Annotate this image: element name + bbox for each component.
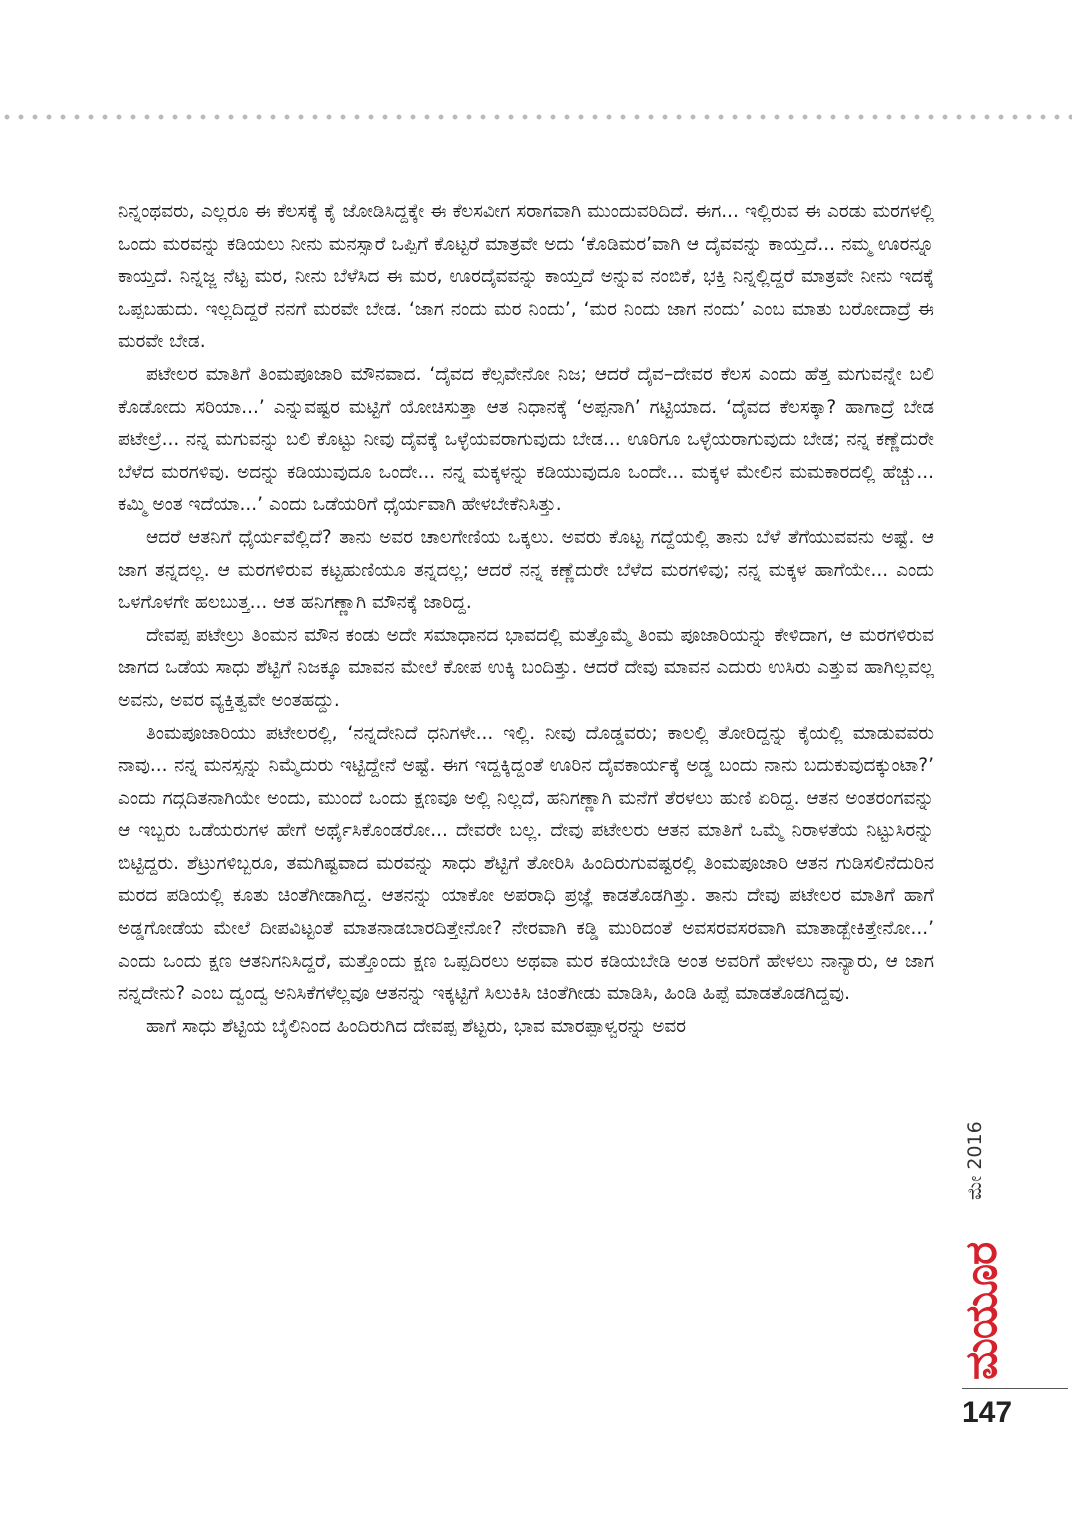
magazine-logo: ಮಯೂರ [956,1242,1007,1380]
paragraph: ಪಟೇಲರ ಮಾತಿಗೆ ತಿಂಮಪೂಜಾರಿ ಮೌನವಾದ. ‘ದೈವದ ಕೆಲ್ಸವೇನೋ ನಿಜ; ಆದರೆ ದೈವ–ದೇವರ ಕೆಲಸ ಎಂದು ಹೆತ್ತ ಮಗುವನ್ನೇ ಬಲಿ ಕೊಡೋದು ಸರಿಯಾ...’ ಎನ್ನುವಷ್ಟರ ಮಟ್ಟಿಗೆ ಯೋಚಿಸುತ್ತಾ ಆತ ನಿಧಾನಕ್ಕೆ ‘ಅಪ್ಪನಾಗಿ’ ಗಟ್ಟಿಯಾದ. ‘ದೈವದ ಕೆಲಸಕ್ಕಾ? ಹಾಗಾದ್ರೆ ಬೇಡ ಪಟೇಲ್ರೆ... ನನ್ನ ಮಗುವನ್ನು ಬಲಿ ಕೊಟ್ಟು ನೀವು ದೈವಕ್ಕೆ ಒಳ್ಳೆಯವರಾಗುವುದು ಬೇಡ... ಊರಿಗೂ ಒಳ್ಳೆಯರಾಗುವುದು ಬೇಡ; ನನ್ನ ಕಣ್ಣೆದುರೇ ಬೆಳೆದ ಮರಗಳಿವು. ಅದನ್ನು ಕಡಿಯುವುದೂ ಒಂದೇ... ನನ್ನ ಮಕ್ಕಳನ್ನು ಕಡಿಯುವುದೂ ಒಂದೇ... ಮಕ್ಕಳ ಮೇಲಿನ ಮಮಕಾರದಲ್ಲಿ ಹೆಚ್ಚು... ಕಮ್ಮಿ ಅಂತ ಇದೆಯಾ...’ ಎಂದು ಒಡೆಯರಿಗೆ ಧೈರ್ಯವಾಗಿ ಹೇಳಬೇಕೆನಿಸಿತ್ತು. [118,363,934,516]
paragraph: ತಿಂಮಪೂಜಾರಿಯು ಪಟೇಲರಲ್ಲಿ, ‘ನನ್ನದೇನಿದೆ ಧನಿಗಳೇ... ಇಲ್ಲಿ. ನೀವು ದೊಡ್ಡವರು; ಕಾಲಲ್ಲಿ ತೋರಿದ್ದನ್ನು ಕೈಯಲ್ಲಿ ಮಾಡುವವರು ನಾವು... ನನ್ನ ಮನಸ್ಸನ್ನು ನಿಮ್ಮೆದುರು ಇಟ್ಟಿದ್ದೇನೆ ಅಷ್ಟೆ. ಈಗ ಇದ್ದಕ್ಕಿದ್ದಂತೆ ಊರಿನ ದೈವಕಾರ್ಯಕ್ಕೆ ಅಡ್ಡ ಬಂದು ನಾನು ಬದುಕುವುದಕ್ಕುಂಟಾ?’ ಎಂದು ಗದ್ಗದಿತನಾಗಿಯೇ ಅಂದು, ಮುಂದೆ ಒಂದು ಕ್ಷಣವೂ ಅಲ್ಲಿ ನಿಲ್ಲದೆ, ಹನಿಗಣ್ಣಾಗಿ ಮನೆಗೆ ತೆರಳಲು ಹುಣಿ ಏರಿದ್ದ. ಆತನ ಅಂತರಂಗವನ್ನು ಆ ಇಬ್ಬರು ಒಡೆಯರುಗಳ ಹೇಗೆ ಅರ್ಥೈಸಿಕೊಂಡರೋ... ದೇವರೇ ಬಲ್ಲ. ದೇವು ಪಟೇಲರು ಆತನ ಮಾತಿಗೆ ಒಮ್ಮೆ ನಿರಾಳತೆಯ ನಿಟ್ಟುಸಿರನ್ನು ಬಿಟ್ಟಿದ್ದರು. ಶೆಟ್ರುಗಳಿಬ್ಬರೂ, ತಮಗಿಷ್ಟವಾದ ಮರವನ್ನು ಸಾಧು ಶೆಟ್ಟಿಗೆ ತೋರಿಸಿ ಹಿಂದಿರುಗುವಷ್ಟರಲ್ಲಿ ತಿಂಮಪೂಜಾರಿ ಆತನ ಗುಡಿಸಲಿನೆದುರಿನ ಮರದ ಪಡಿಯಲ್ಲಿ ಕೂತು ಚಿಂತೆಗೀಡಾಗಿದ್ದ. ಆತನನ್ನು ಯಾಕೋ ಅಪರಾಧಿ ಪ್ರಜ್ಞೆ ಕಾಡತೊಡಗಿತ್ತು. ತಾನು ದೇವು ಪಟೇಲರ ಮಾತಿಗೆ ಹಾಗೆ ಅಡ್ಡಗೋಡೆಯ ಮೇಲೆ ದೀಪವಿಟ್ಟಂತೆ ಮಾತನಾಡಬಾರದಿತ್ತೇನೋ? ನೇರವಾಗಿ ಕಡ್ಡಿ ಮುರಿದಂತೆ ಅವಸರವಸರವಾಗಿ ಮಾತಾಡ್ಬೇಕಿತ್ತೇನೋ...’ ಎಂದು ಒಂದು ಕ್ಷಣ ಆತನಿಗನಿಸಿದ್ದರೆ, ಮತ್ತೊಂದು ಕ್ಷಣ ಒಪ್ಪದಿರಲು ಅಥವಾ ಮರ ಕಡಿಯಬೇಡಿ ಅಂತ ಅವರಿಗೆ ಹೇಳಲು ನಾನ್ಯಾರು, ಆ ಜಾಗ ನನ್ನದೇನು? ಎಂಬ ದ್ವಂದ್ವ ಅನಿಸಿಕೆಗಳೆಲ್ಲವೂ ಆತನನ್ನು ಇಕ್ಕಟ್ಟಿಗೆ ಸಿಲುಕಿಸಿ ಚಿಂತೆಗೀಡು ಮಾಡಿಸಿ, ಹಿಂಡಿ ಹಿಪ್ಪೆ ಮಾಡತೊಡಗಿದ್ದವು. [118,722,934,1005]
magazine-sidebar [948,1121,1044,1390]
issue-date: ಮೇ 2016 [964,1121,986,1200]
paragraph: ಆದರೆ ಆತನಿಗೆ ಧೈರ್ಯವೆಲ್ಲಿದೆ? ತಾನು ಅವರ ಚಾಲಗೇಣಿಯ ಒಕ್ಕಲು. ಅವರು ಕೊಟ್ಟ ಗದ್ದೆಯಲ್ಲಿ ತಾನು ಬೆಳೆ ತೆಗೆಯುವವನು ಅಷ್ಟೆ. ಆ ಜಾಗ ತನ್ನದಲ್ಲ. ಆ ಮರಗಳಿರುವ ಕಟ್ಟಹುಣಿಯೂ ತನ್ನದಲ್ಲ; ಆದರೆ ನನ್ನ ಕಣ್ಣೆದುರೇ ಬೆಳೆದ ಮರಗಳಿವು; ನನ್ನ ಮಕ್ಕಳ ಹಾಗೆಯೇ... ಎಂದು ಒಳಗೊಳಗೇ ಹಲಬುತ್ತ... ಆತ ಹನಿಗಣ್ಣಾಗಿ ಮೌನಕ್ಕೆ ಜಾರಿದ್ದ. [118,526,934,614]
paragraph: ಹಾಗೆ ಸಾಧು ಶೆಟ್ಟಿಯ ಬೈಲಿನಿಂದ ಹಿಂದಿರುಗಿದ ದೇವಪ್ಪ ಶೆಟ್ಟರು, ಭಾವ ಮಾರಪ್ಪಾಳ್ವರನ್ನು ಅವರ [146,1015,687,1037]
paragraph: ನಿನ್ನಂಥವರು, ಎಲ್ಲರೂ ಈ ಕೆಲಸಕ್ಕೆ ಕೈ ಜೋಡಿಸಿದ್ದಕ್ಕೇ ಈ ಕೆಲಸವೀಗ ಸರಾಗವಾಗಿ ಮುಂದುವರಿದಿದೆ. ಈಗ... ಇಲ್ಲಿರುವ ಈ ಎರಡು ಮರಗಳಲ್ಲಿ ಒಂದು ಮರವನ್ನು ಕಡಿಯಲು ನೀನು ಮನಸ್ಸಾರೆ ಒಪ್ಪಿಗೆ ಕೊಟ್ಟರೆ ಮಾತ್ರವೇ ಅದು ‘ಕೊಡಿಮರ’ವಾಗಿ ಆ ದೈವವನ್ನು ಕಾಯ್ತದೆ... ನಮ್ಮ ಊರನ್ನೂ ಕಾಯ್ತದೆ. ನಿನ್ನಜ್ಜ ನೆಟ್ಟ ಮರ, ನೀನು ಬೆಳೆಸಿದ ಈ ಮರ, ಊರದೈವವನ್ನು ಕಾಯ್ತದೆ ಅನ್ನುವ ನಂಬಿಕೆ, ಭಕ್ತಿ ನಿನ್ನಲ್ಲಿದ್ದರೆ ಮಾತ್ರವೇ ನೀನು ಇದಕ್ಕೆ ಒಪ್ಪಬಹುದು. ಇಲ್ಲದಿದ್ದರೆ ನನಗೆ ಮರವೇ ಬೇಡ. ‘ಜಾಗ ನಂದು ಮರ ನಿಂದು’, ‘ಮರ ನಿಂದು ಜಾಗ ನಂದು’ ಎಂಬ ಮಾತು ಬರೋದಾದ್ರೆ ಈ ಮರವೇ ಬೇಡ. [118,201,934,353]
page-number: 147 [962,1396,1013,1429]
page-number-rule [962,1388,1068,1389]
paragraph: ದೇವಪ್ಪ ಪಟೇಲ್ರು ತಿಂಮನ ಮೌನ ಕಂಡು ಅದೇ ಸಮಾಧಾನದ ಭಾವದಲ್ಲಿ ಮತ್ತೊಮ್ಮೆ ತಿಂಮ ಪೂಜಾರಿಯನ್ನು ಕೇಳಿದಾಗ, ಆ ಮರಗಳಿರುವ ಜಾಗದ ಒಡೆಯ ಸಾಧು ಶೆಟ್ಟಿಗೆ ನಿಜಕ್ಕೂ ಮಾವನ ಮೇಲೆ ಕೋಪ ಉಕ್ಕಿ ಬಂದಿತ್ತು. ಆದರೆ ದೇವು ಮಾವನ ಎದುರು ಉಸಿರು ಎತ್ತುವ ಹಾಗಿಲ್ಲವಲ್ಲ ಅವನು, ಅವರ ವ್ಯಕ್ತಿತ್ವವೇ ಅಂತಹದ್ದು. [118,624,934,711]
dotted-divider [0,112,1072,122]
article-body [118,196,934,1043]
